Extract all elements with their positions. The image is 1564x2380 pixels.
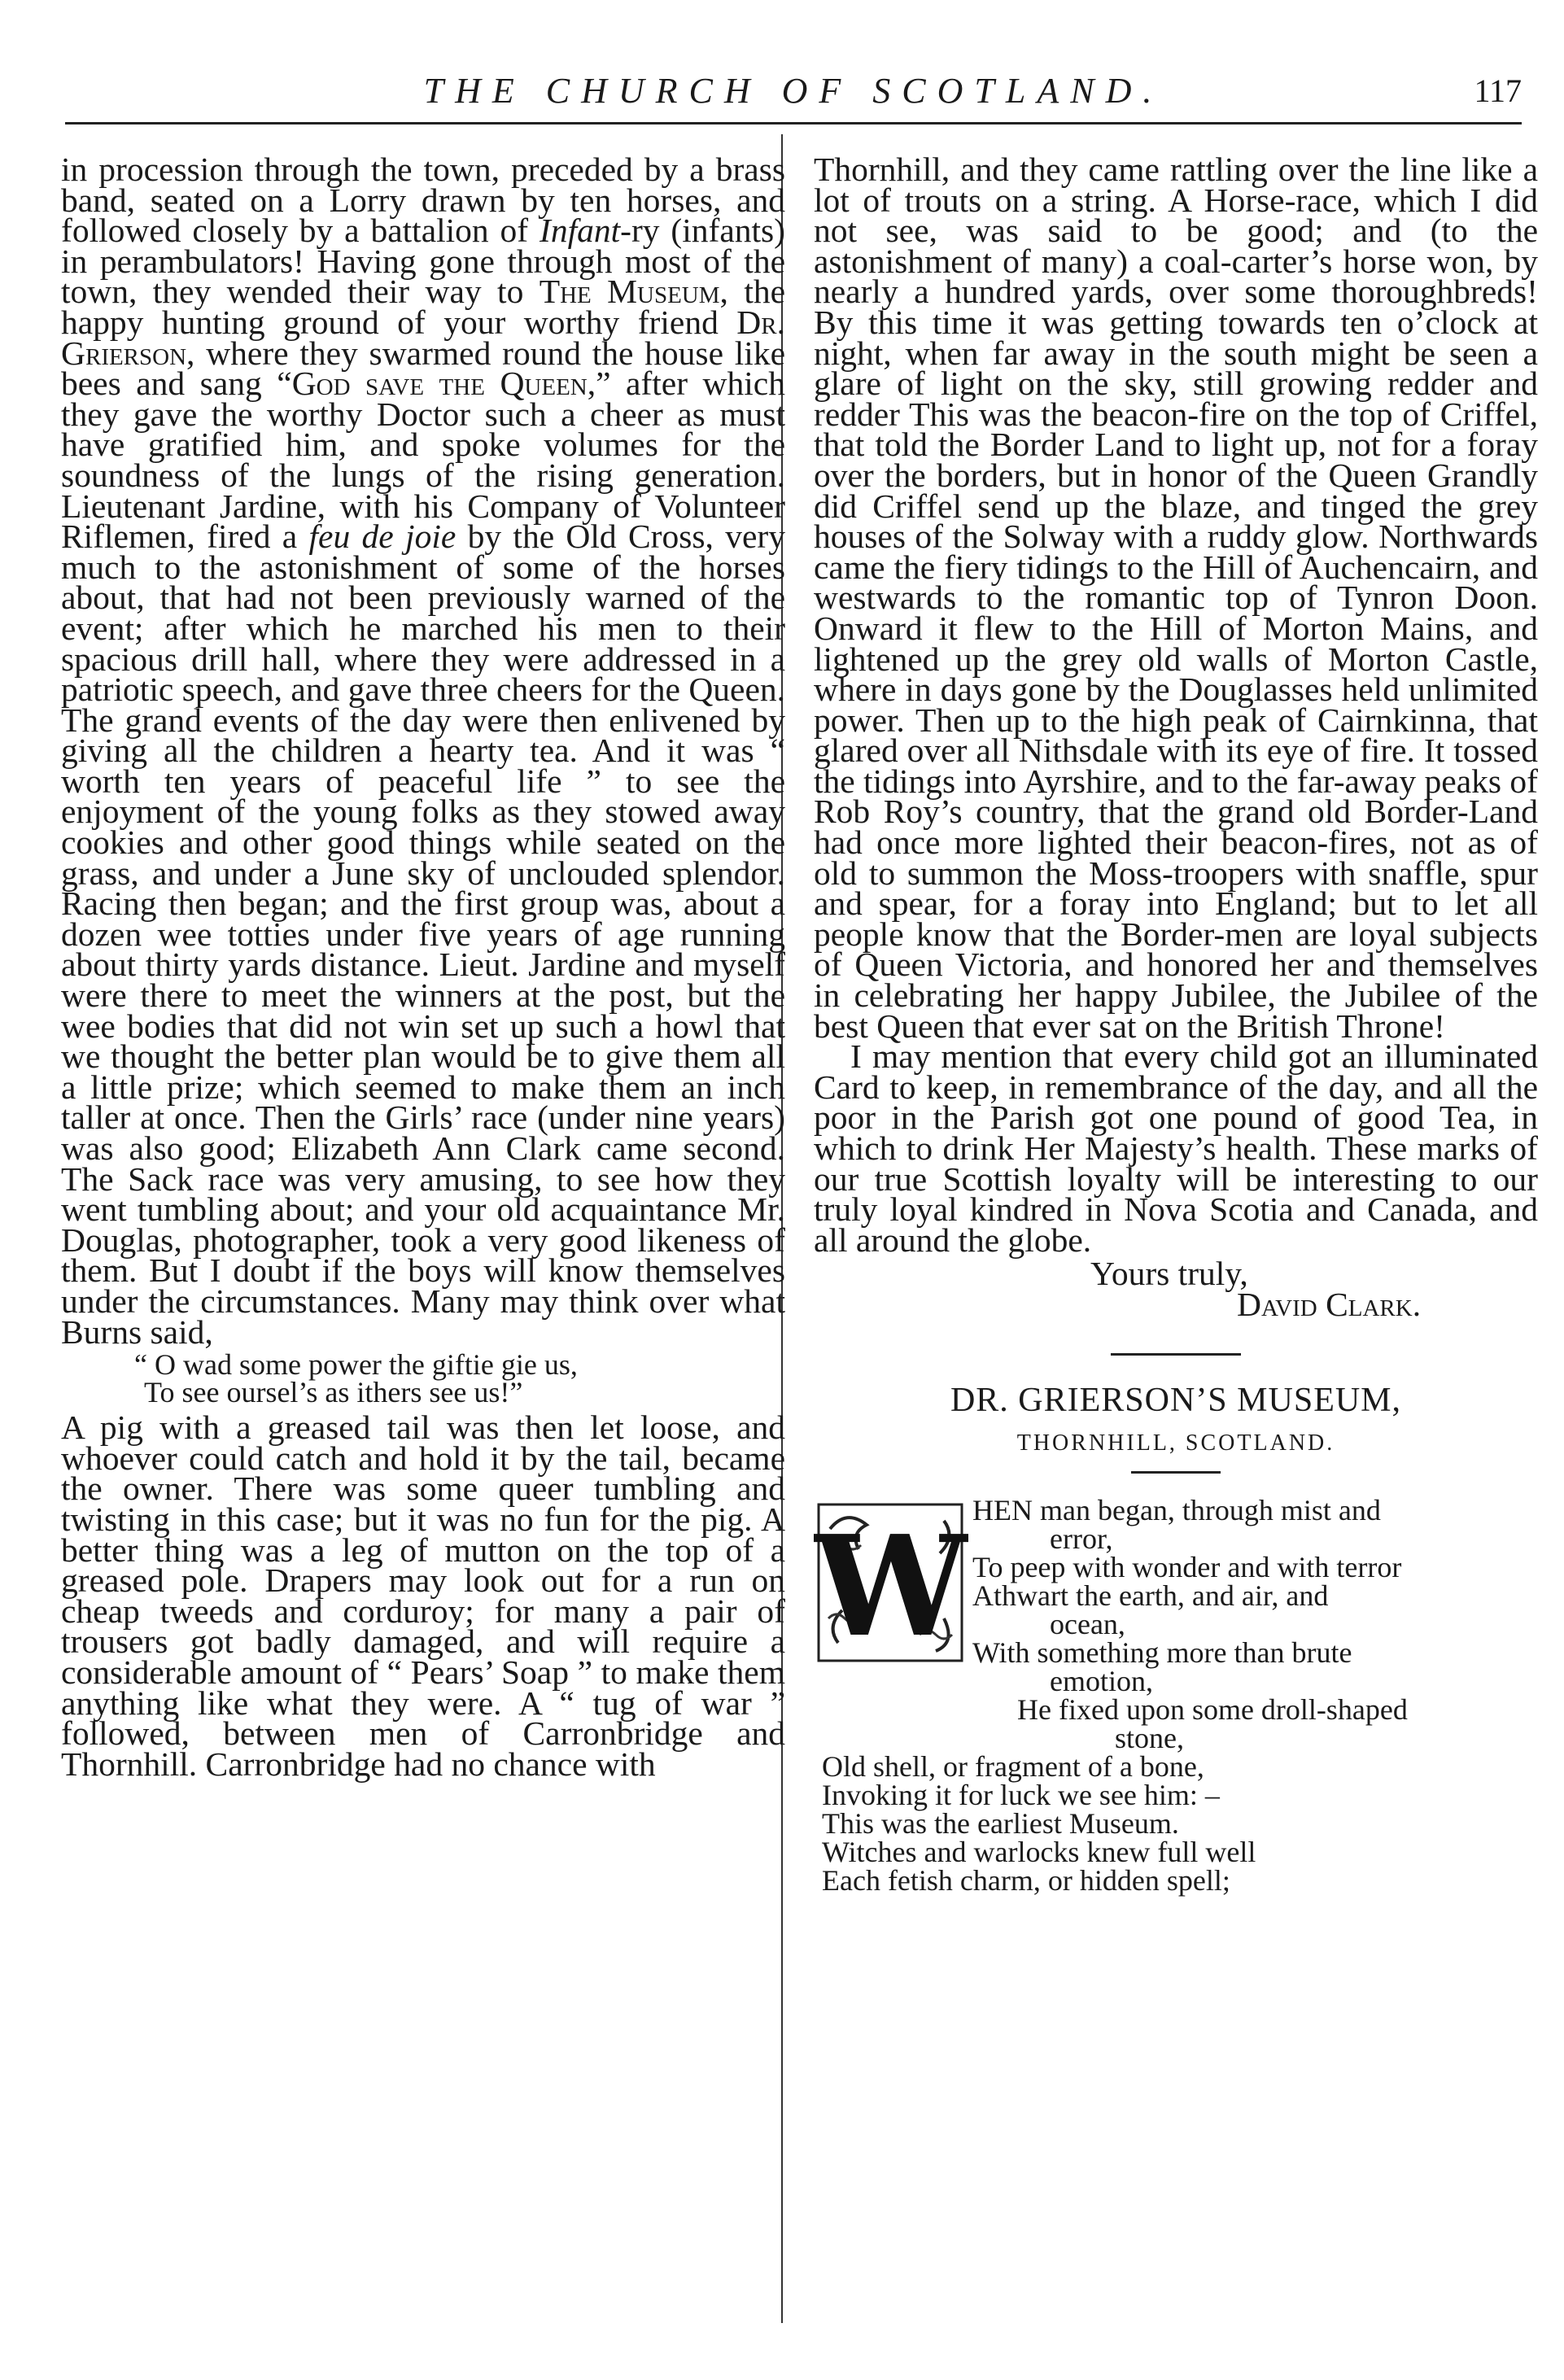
quote-line: “ O wad some power the giftie gie us, bbox=[134, 1348, 578, 1382]
text-run: , the happy hunting ground of your worthy friend bbox=[61, 273, 786, 341]
text-run: by the Old Cross, very much to the astonishment of some of the horses about, that had not been previously warned of the event; after which he marched his men to their spacious drill hall, where they were addressed in a patriotic speech, and gave three cheers for the Queen. The grand events of the day were then enlivened by giving all the children a hearty tea. And it was “ worth ten years of peaceful life ” to see the enjoyment of the young folks as they stowed away cookies and other good things while seated on the grass, and under a June sky of unclouded splendor. Racing then began; and the first group was, about a dozen wee totties under five years of age running about thirty yards distance. Lieut. Jardine and myself were there to meet the winners at the post, but the wee bodies that did not win set up such a howl that we thought the better plan would be to give them all a little prize; which seemed to make them an inch taller at once. Then the Girls’ race (under nine years) was also good; Elizabeth Ann Clark came second. The Sack race was very amusing, to see how they went tumbling about; and your old acquaintance Mr. Douglas, photographer, took a very good likeness of them. But I doubt if the boys will know themselves under the circumstances. Many may think over what Burns said, bbox=[61, 517, 785, 1351]
letter-closing bbox=[814, 1255, 1538, 1323]
poem-line: To peep with wonder and with terror bbox=[972, 1550, 1402, 1583]
text-run: , where they swarmed round the house like bees and sang “ bbox=[61, 334, 785, 403]
dropcap-w-ornament bbox=[814, 1496, 968, 1667]
poem-line: ocean, bbox=[1050, 1607, 1125, 1640]
running-title: THE CHURCH OF SCOTLAND. bbox=[423, 71, 1164, 111]
right-column bbox=[814, 151, 1538, 1897]
poem-line: He fixed upon some droll-shaped bbox=[1017, 1692, 1408, 1726]
letter-paragraph-1 bbox=[61, 151, 786, 1351]
header-rule bbox=[65, 122, 1522, 124]
section-rule bbox=[1111, 1353, 1241, 1356]
left-column bbox=[61, 151, 786, 1783]
quote-line: To see oursel’s as ithers see us!” bbox=[144, 1376, 523, 1409]
letter-paragraph-3: Thornhill, and they came rattling over the line like a lot of trouts on a string. A Horse-race, which I did not see, was said to be good; and (to the astonishment of many) a coal-carter’s horse won, by nearly a hundred yards, over some thoroughbreds! By this time it was getting towards ten o’clock at night, when far away in the south might be seen a glare of light on the sky, still growing redder and redder This was the beacon-fire on the top of Criffel, that told the Border Land to light up, not for a foray over the borders, but in honor of the Queen Grandly did Criffel send up the blaze, and tinged the grey houses of the Solway with a ruddy glow. Northwards came the fiery tidings to the Hill of Auchencairn, and westwards to the romantic top of Tynron Doon. Onward it flew to the Hill of Morton Mains, and lightened up the grey old walls of Morton Castle, where in days gone by the Douglasses held unlimited power. Then up to the high peak of Cairnkinna, that glared over all Nithsdale with its eye of fire. It tossed the tidings into Ayrshire, and to the far-away peaks of Rob Roy’s country, that the grand old Border-Land had once more lighted their beacon-fires, not as of old to summon the Moss-troopers with snaffle, spur and spear, for a foray into England; but to let all people know that the Border-men are loyal subjects of Queen Victoria, and honored her and themselves in celebrating her happy Jubilee, the Jubilee of the best Queen that ever sat on the British Throne! bbox=[814, 151, 1538, 1045]
page-header bbox=[65, 67, 1522, 116]
closing-salutation: Yours truly, bbox=[1090, 1255, 1248, 1293]
smallcaps-run: God save the Queen bbox=[291, 365, 588, 403]
signature: David Clark. bbox=[1237, 1285, 1422, 1323]
poem-line: This was the earliest Museum. bbox=[822, 1806, 1179, 1840]
poem-line: stone, bbox=[1115, 1721, 1184, 1754]
poem-line: Old shell, or fragment of a bone, bbox=[822, 1749, 1204, 1783]
poem-line: With something more than brute bbox=[972, 1635, 1352, 1669]
poem-line: Invoking it for luck we see him: – bbox=[822, 1778, 1220, 1811]
page-number: 117 bbox=[1474, 72, 1522, 109]
poem-line: Each fetish charm, or hidden spell; bbox=[822, 1863, 1230, 1897]
text-run: ,” after which they gave the worthy Doctor such a cheer as must have gratified him, and spoke volumes for the soundness of the lungs of the rising generation. Lieutenant Jardine, with his Company of Volunteer Riflemen, fired a bbox=[61, 365, 785, 556]
svg-text:W: W bbox=[814, 1504, 968, 1667]
text-run: in procession through the town, preceded by a brass band, seated on a Lorry drawn by ten horses, and followed closely by a battalion of bbox=[61, 151, 785, 250]
section-rule-small bbox=[1131, 1471, 1221, 1474]
poem-line: emotion, bbox=[1050, 1664, 1153, 1697]
burns-quote bbox=[61, 1348, 785, 1409]
poem-rest bbox=[814, 1749, 1538, 1897]
poem bbox=[814, 1493, 1538, 1897]
smallcaps-run: Dr. Grierson bbox=[61, 303, 785, 372]
text-run: -ry (infants) in perambulators! Having gone through most of the town, they wended their way to bbox=[61, 212, 785, 311]
letter-paragraph-4: I may mention that every child got an illuminated Card to keep, in remembrance of the day, and all the poor in the Parish got one pound of good Tea, in which to drink Her Majesty’s health. These marks of our true Scottish loyalty will be interesting to our truly loyal kindred in Nova Scotia and Canada, and all around the globe. bbox=[814, 1037, 1538, 1259]
section-subtitle: THORNHILL, SCOTLAND. bbox=[1016, 1430, 1335, 1456]
smallcaps-run: The Museum bbox=[539, 273, 720, 311]
poem-line: Athwart the earth, and air, and bbox=[972, 1579, 1329, 1612]
letter-paragraph-2: A pig with a greased tail was then let loose, and whoever could catch and hold it by the tail, became the owner. There was some queer tumbling and twisting in this case; but it was no fun for the pig. A better thing was a leg of mutton on the top of a greased pole. Drapers may look out for a run on cheap tweeds and corduroy; for many a pair of trousers got badly damaged, and will require a considerable amount of “ Pears’ Soap ” to make them anything like what they were. A “ tug of war ” followed, between men of Carronbridge and Thornhill. Carronbridge had no chance with bbox=[61, 1408, 785, 1783]
italic-run: feu de joie bbox=[308, 517, 457, 556]
section-title: DR. GRIERSON’S MUSEUM, bbox=[950, 1381, 1402, 1419]
poem-line: error, bbox=[1050, 1522, 1113, 1555]
poem-line: HEN man began, through mist and bbox=[972, 1493, 1381, 1526]
poem-line: Witches and warlocks knew full well bbox=[822, 1835, 1256, 1868]
italic-run: Infant bbox=[540, 212, 621, 250]
